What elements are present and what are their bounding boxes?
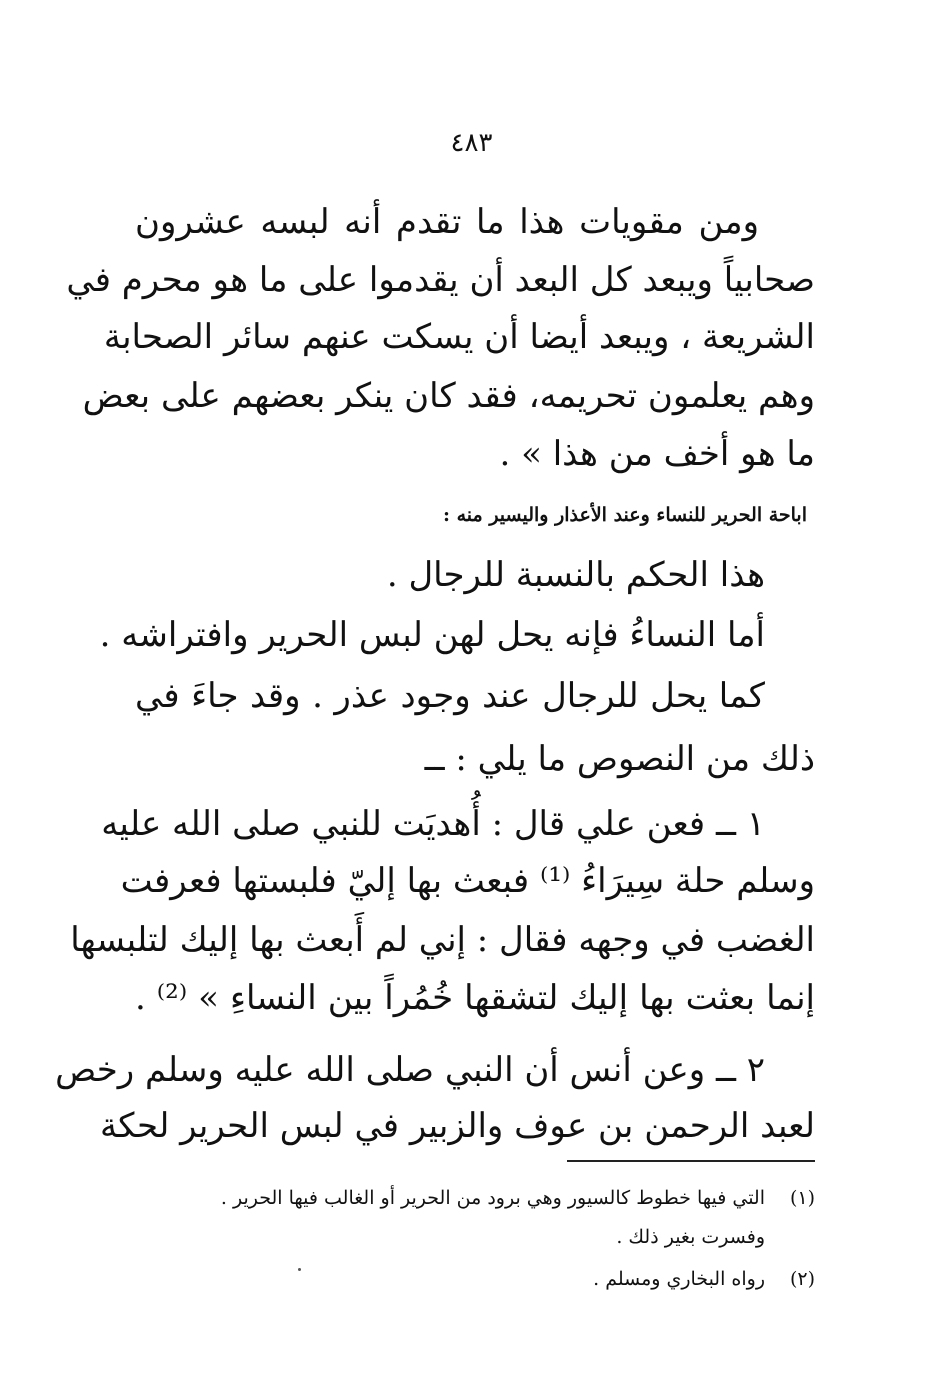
footnote-1-continuation: وفسرت بغير ذلك . bbox=[616, 1226, 765, 1248]
scan-speck bbox=[298, 1268, 301, 1271]
section-heading: اباحة الحرير للنساء وعند الأعذار واليسير منه : bbox=[442, 504, 807, 526]
hadith-2-line-2: لعبد الرحمن بن عوف والزبير في لبس الحرير لحكة bbox=[100, 1106, 815, 1146]
footnote-1-text: التي فيها خطوط كالسيور وهي برود من الحرير أو الغالب فيها الحرير . bbox=[220, 1187, 765, 1209]
footnote-2-text: رواه البخاري ومسلم . bbox=[593, 1268, 765, 1290]
paragraph-1-line-5: ما هو أخف من هذا » . bbox=[499, 434, 815, 474]
paragraph-1-line-2: صحابياً ويبعد كل البعد أن يقدموا على ما هو محرم في bbox=[66, 260, 815, 300]
hadith-1-line-4: إنما بعثت بها إليك لتشقها خُمُراً بين النساءِ » ⁽²⁾ . bbox=[135, 978, 816, 1018]
hadith-1-line-3: الغضب في وجهه فقال : إني لم أَبعث بها إليك لتلبسها bbox=[70, 920, 815, 960]
page-number: ٤٨٣ bbox=[450, 128, 493, 158]
body-line-1: هذا الحكم بالنسبة للرجال . bbox=[386, 555, 765, 595]
body-line-4: ذلك من النصوص ما يلي : ــ bbox=[424, 739, 815, 779]
footnote-2-marker: (٢) bbox=[789, 1268, 815, 1290]
footnote-1 bbox=[125, 1183, 815, 1213]
body-line-3: كما يحل للرجال عند وجود عذر . وقد جاءَ في bbox=[135, 676, 765, 716]
footnote-2 bbox=[125, 1264, 815, 1294]
hadith-1-line-2: وسلم حلة سِيرَاءُ ⁽¹⁾ فبعث بها إليّ فلبستها فعرفت bbox=[120, 861, 815, 901]
paragraph-1-line-4: وهم يعلمون تحريمه، فقد كان ينكر بعضهم على بعض bbox=[82, 376, 815, 416]
hadith-1-line-1: ١ ــ فعن علي قال : أُهديَت للنبي صلى الله عليه bbox=[101, 804, 765, 844]
footnote-1-marker: (١) bbox=[789, 1187, 815, 1209]
paragraph-1-line-1: ومن مقويات هذا ما تقدم أنه لبسه عشرون bbox=[135, 202, 759, 242]
footnote-separator bbox=[567, 1160, 815, 1162]
paragraph-1-line-3: الشريعة ، ويبعد أيضا أن يسكت عنهم سائر الصحابة bbox=[103, 317, 815, 357]
footnote-1-continuation-line bbox=[125, 1222, 815, 1252]
hadith-2-line-1: ٢ ــ وعن أنس أن النبي صلى الله عليه وسلم رخص bbox=[55, 1050, 765, 1090]
body-line-2: أما النساءُ فإنه يحل لهن لبس الحرير وافتراشه . bbox=[99, 615, 765, 655]
